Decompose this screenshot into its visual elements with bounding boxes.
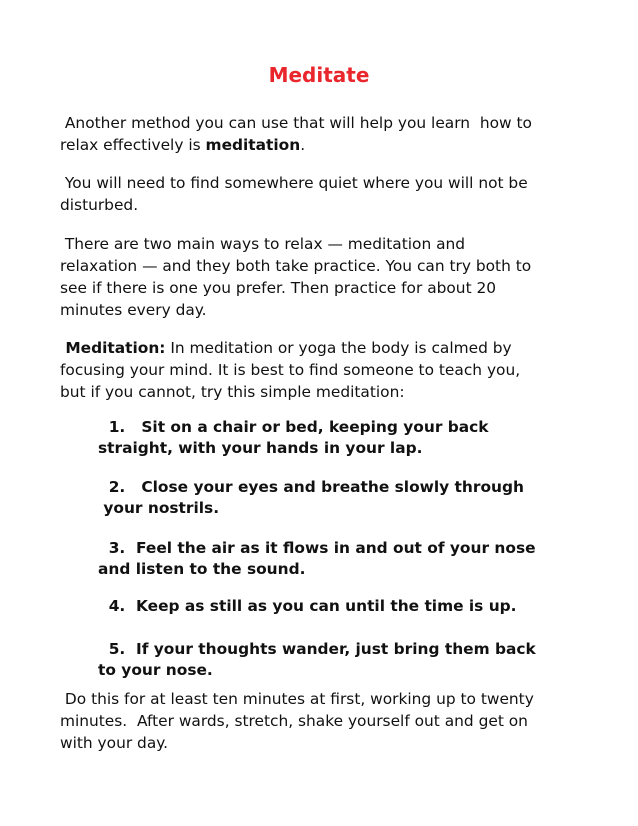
step-item: 3. Feel the air as it flows in and out of your nose and listen to the sound. — [98, 539, 536, 578]
step-item: 5. If your thoughts wander, just bring them back to your nose. — [98, 640, 536, 679]
intro-text: Another method you can use that will help you learn how to relax effectively is — [60, 114, 532, 154]
step-item: 1. Sit on a chair or bed, keeping your back straight, with your hands in your lap. — [98, 418, 489, 457]
quiet-place-paragraph: You will need to find somewhere quiet where you will not be disturbed. — [60, 174, 528, 214]
intro-bold-term: meditation — [205, 136, 301, 154]
closing-paragraph: Do this for at least ten minutes at first, working up to twenty minutes. After wards, stretch, shake yourself out and get on with your day. — [60, 690, 534, 752]
meditation-heading: Meditation: — [60, 339, 166, 357]
meditation-paragraph — [60, 337, 590, 403]
two-ways-paragraph: There are two main ways to relax — meditation and relaxation — and they both take practice. You can try both to see if there is one you prefer. Then practice for about 20 minutes every day. — [60, 235, 532, 319]
step-item: 4. Keep as still as you can until the time is up. — [98, 597, 517, 615]
intro-paragraph — [60, 112, 590, 156]
meditation-text: In meditation or yoga the body is calmed by focusing your mind. It is best to find someone to teach you, but if you cannot, try this simple meditation: — [60, 339, 521, 401]
page-title: Meditate — [268, 63, 370, 87]
step-item: 2. Close your eyes and breathe slowly through your nostrils. — [103, 478, 524, 517]
intro-text-end: . — [300, 136, 306, 154]
